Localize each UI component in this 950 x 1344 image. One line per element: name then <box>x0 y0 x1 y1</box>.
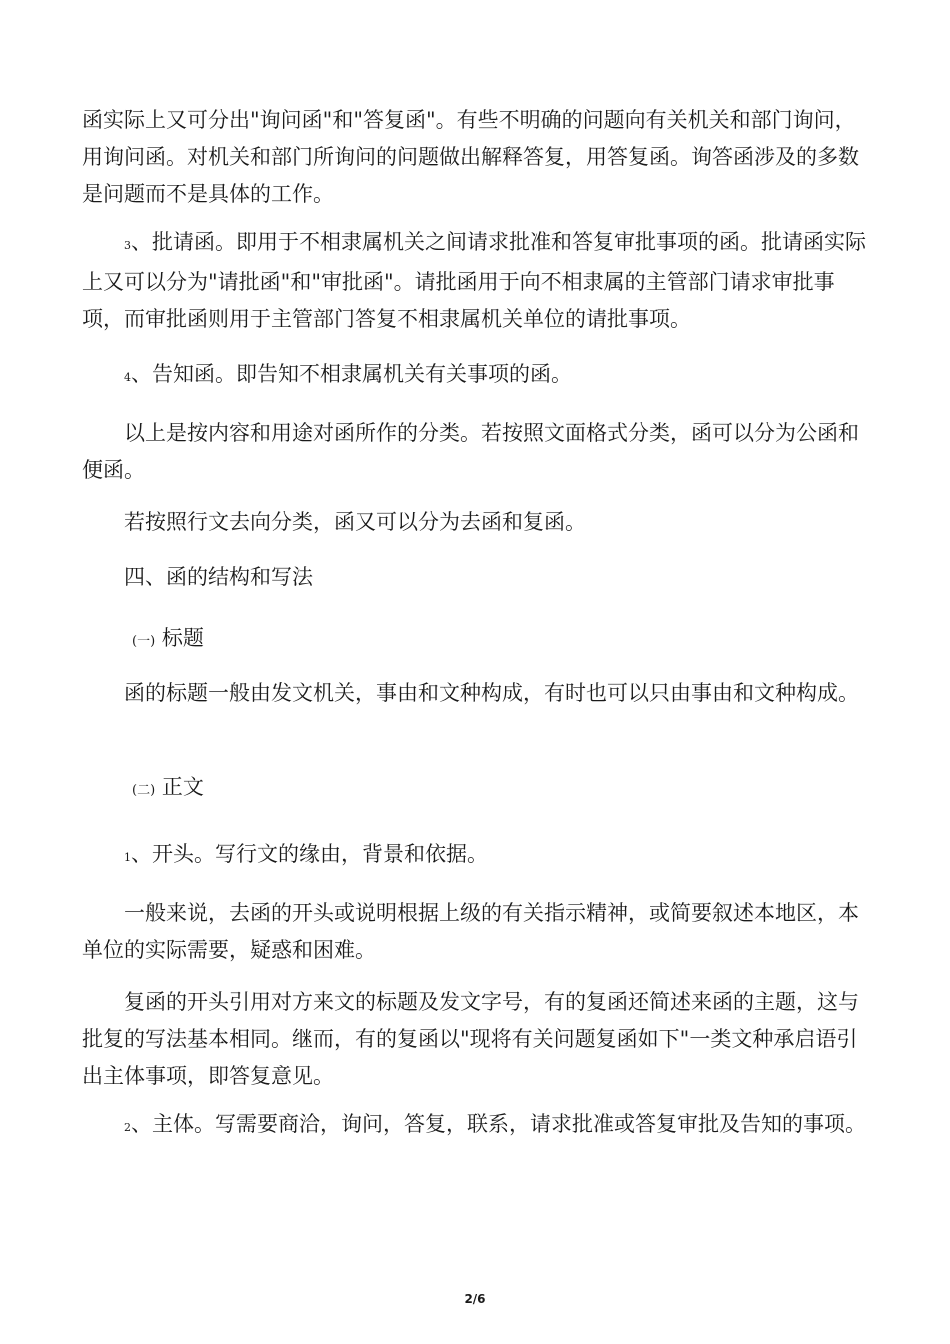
section-heading-structure: 四、函的结构和写法 <box>124 565 313 589</box>
subheading-body: (二) 正文 <box>132 775 204 799</box>
paragraph-inquiry-reply: 函实际上又可分出"询问函"和"答复函"。有些不明确的问题向有关机关和部门询问，用询问函。对机关和部门所询问的问题做出解释答复，用答复函。询答函涉及的多数是问题而不是具体的工作。 <box>82 108 859 206</box>
list-number: 4 <box>124 371 131 384</box>
paragraph-opening: 1、开头。写行文的缘由，背景和依据。 <box>124 842 488 866</box>
subheading-title: (一) 标题 <box>132 626 204 650</box>
page-number: 2/6 <box>464 1292 486 1306</box>
list-number: 1 <box>124 851 131 864</box>
paragraph-main-body: 2、主体。写需要商洽，询问，答复，联系，请求批准或答复审批及告知的事项。 <box>124 1112 866 1136</box>
paragraph-classification-direction: 若按照行文去向分类，函又可以分为去函和复函。 <box>124 510 586 534</box>
subheading-number: (一) <box>132 634 156 649</box>
list-number: 3 <box>124 239 131 252</box>
list-number: 2 <box>124 1121 131 1134</box>
paragraph-outgoing-opening: 一般来说，去函的开头或说明根据上级的有关指示精神，或简要叙述本地区，本单位的实际需要，疑惑和困难。 <box>82 901 859 962</box>
paragraph-title-composition: 函的标题一般由发文机关，事由和文种构成，有时也可以只由事由和文种构成。 <box>124 681 859 705</box>
paragraph-notice-letter: 4、告知函。即告知不相隶属机关有关事项的函。 <box>124 362 572 386</box>
paragraph-classification-format: 以上是按内容和用途对函所作的分类。若按照文面格式分类，函可以分为公函和便函。 <box>82 421 859 482</box>
paragraph-reply-opening: 复函的开头引用对方来文的标题及发文字号，有的复函还简述来函的主题，这与批复的写法基本相同。继而，有的复函以"现将有关问题复函如下"一类文种承启语引出主体事项，即答复意见。 <box>82 990 859 1088</box>
paragraph-approval-letter: 3、批请函。即用于不相隶属机关之间请求批准和答复审批事项的函。批请函实际上又可以分为"请批函"和"审批函"。请批函用于向不相隶属的主管部门请求审批事项，而审批函则用于主管部门答复不相隶属机关单位的请批事项。 <box>82 230 866 331</box>
subheading-number: (二) <box>132 783 156 798</box>
